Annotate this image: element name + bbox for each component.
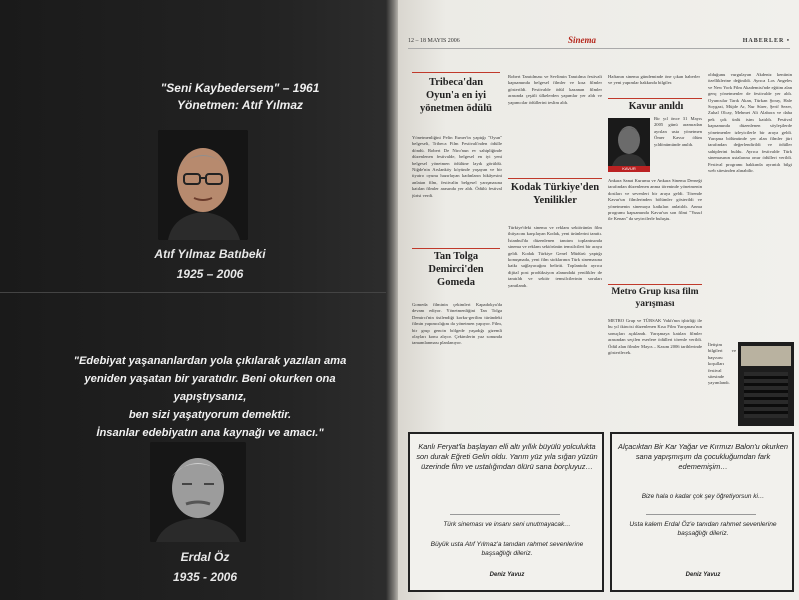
kavur-photo <box>608 118 650 166</box>
metro-body: METRO Grup ve TÜRSAK Vakfı'nın işbirliği ile bu yıl ikincisi düzenlenen Kısa Film Yarışması'nın sonuçları açıklandı. Yarışmaya katılan filmler arasından seçilen eserlere ödülleri törenle verildi. Ödül alan filmler Mayıs – Kasım 2006 tarihlerinde gösterilecek. <box>608 318 702 356</box>
erdal-oz-quote <box>50 352 370 442</box>
headline-rule <box>412 248 500 249</box>
film-director: Yönetmen: Atıf Yılmaz <box>176 98 304 112</box>
film-title-block <box>120 80 360 114</box>
divider <box>646 514 756 515</box>
quote-line: ben sizi yaşatıyorum demektir. <box>128 409 292 421</box>
column-c-intro: Haftanın sinema gündeminde öne çıkan haberler ve yeni yapımlar hakkında bilgiler. <box>608 74 700 86</box>
atif-yilmaz-portrait <box>158 130 248 240</box>
caption-years: 1925 – 2006 <box>176 267 244 281</box>
condolence-ad-atif-yilmaz <box>408 432 604 592</box>
ad-signature: Deniz Yavuz <box>685 572 721 578</box>
page-info: 12 – 18 MAYIS 2006 <box>408 38 460 44</box>
ad-text: Türk sineması ve insanı seni unutmayacak… <box>443 521 571 528</box>
ad-text: Alçacıktan Bir Kar Yağar ve Kırmızı Balon'u okurken sana yapışmışım da çocukluğumdan fark edememişim… <box>618 442 788 471</box>
ad-text: Kanlı Feryat'la başlayan elli altı yıllık büyülü yolculukta son durak Eğreti Gelin oldu. Yarım yüz yıla sığan yüzün üzerinde film ve ustalığından ölürü sana borçluyuz… <box>416 442 598 471</box>
headline-rule <box>412 72 500 73</box>
kavur-body-short: Bir yıl önce 31 Mayıs 2005 günü aramızdan ayrılan usta yönetmen Ömer Kavur ölüm yıldönümünde anıldı. <box>654 116 702 147</box>
magazine-logo: Sinema <box>568 35 597 45</box>
quote-line: yeniden yaşatan bir yaratıdır. Beni okurken ona yapıştıysanız, <box>84 373 336 403</box>
caption-name: Atıf Yılmaz Batıbeki <box>154 247 266 261</box>
column-d-body: olduğunu vurgulayan Akdeniz kentinin özelliklerine değinildi. Ayrıca Los Angeles ve New York Film Akademisi'nde eğitim alan genç yönetmenler de festivalde yer aldı. Oyuncular Tarık Akan, Türkan Şoray, Hale Soygazi, Müjde Ar, Nur Sürer, Şerif Sezer, Zuhal Olcay, Mehmet Ali Alabora ve daha pek çok ünlü isim katıldı. Festival kapsamında düzenlenen söyleşilerde yönetmenler izleyicilerle bir araya geldi. Yarışma bölümünde yer alan filmler jüri tarafından değerlendirildi ve ödüller sahiplerini buldu. Ayrıca festivalde Türk sinemasının ustalarına onur ödülleri verildi. Festival programı hakkında ayrıntılı bilgi web sitesinden alınabilir. <box>708 72 792 174</box>
film-strip-image <box>744 372 788 418</box>
caption-years: 1935 - 2006 <box>172 570 238 584</box>
tan-tolga-body: Gomeda filminin çekimleri Kapadokya'da devam ediyor. Yönetmenliğini Tan Tolga Demirci'nin üstlendiği korku-gerilim türündeki filmin yapımcılığını da yönetmen yapıyor. Film, bir grup gencin bölgede yaşadığı gizemli olayları konu alıyor. Çekimlerin yaz sonunda tamamlanması planlanıyor. <box>412 302 502 346</box>
ad-image <box>741 346 791 366</box>
page-header <box>408 36 790 49</box>
column-b-intro: Robert Tanıtılması ve Sevlimin Tanıtılma festivali kapsamında belgesel filmler ve kısa filmler gösterildi. Festivalde ödül kazanan filmler arasında çeşitli ülkelerden yapımlar yer aldı ve yapımcılar ödüllerini teslim aldı. <box>508 74 602 105</box>
ad-text: Usta kalem Erdal Öz'e tanıdan rahmet sevenlerine başsağlığı dileriz. <box>629 521 777 537</box>
right-page <box>398 0 799 600</box>
divider <box>450 514 560 515</box>
kodak-body: Türkiye'deki sinema ve reklam sektörünün film ihtiyacını karşılayan Kodak, yeni ürünlerini tanıttı. İstanbul'da düzenlenen tanıtım toplantısında sinema ve reklam sektörünün temsilcileri bir araya geldi. Kodak Türkiye Genel Müdürü yaptığı konuşmada, yeni film stoklarının Türk sinemasına katkı sağlayacağını belirtti. Toplantıda ayrıca dijital post prodüksiyon alanındaki yenilikler de tanıtıldı ve sektör temsilcilerinin soruları yanıtlandı. <box>508 225 602 288</box>
erdal-oz-portrait <box>150 442 246 542</box>
quote-line: İnsanlar edebiyatın ana kaynağı ve amacı." <box>96 427 324 439</box>
film-title: "Seni Kaybedersem" – 1961 <box>160 81 320 95</box>
erdal-oz-caption <box>115 547 295 587</box>
film-strip-ad <box>738 342 794 426</box>
ad-text: Büyük usta Atıf Yılmaz'a tanıdan rahmet sevenlerine başsağlığı dileriz. <box>430 541 584 557</box>
headline-rule <box>508 178 602 179</box>
headline-rule <box>608 284 702 285</box>
kodak-headline: Kodak Türkiye'den Yenilikler <box>510 182 600 206</box>
caption-name: Erdal Öz <box>180 550 230 564</box>
quote-line: "Edebiyat yaşananlardan yola çıkılarak yazılan ama <box>73 355 347 367</box>
atif-yilmaz-caption <box>120 244 300 284</box>
column-d-footer: İletişim bilgileri ve başvuru koşulları festival sitesinde yayımlandı. <box>708 342 736 386</box>
divider <box>0 292 392 293</box>
tribeca-headline: Tribeca'dan Oyun'a en iyi yönetmen ödülü <box>419 77 493 114</box>
kavur-body: Ankara Sanat Kurumu ve Ankara Sinema Derneği tarafından düzenlenen anma töreninde yönetmenin dostları ve sevenleri bir araya geldi. Törende Kavur'un filmlerinden bölümler gösterildi ve yönetmenin sinemaya katkıları anlatıldı. Anma programı kapsamında Kavur'un son filmi "Yusuf ile Kenan" da seyircilerle buluştu. <box>608 178 702 222</box>
kavur-headline: Kavur anıldı <box>628 101 684 112</box>
metro-headline: Metro Grup kısa film yarışması <box>611 287 699 309</box>
ad-signature: Deniz Yavuz <box>489 572 525 578</box>
ad-text: Bize hala o kadar çok şey öğretiyorsun ki… <box>641 493 765 500</box>
section-label: HABERLER • <box>742 38 790 44</box>
left-page <box>0 0 392 600</box>
kavur-photo-tag: KAVUR <box>608 166 650 172</box>
tan-tolga-headline: Tan Tolga Demirci'den Gomeda <box>428 251 484 288</box>
condolence-ad-erdal-oz <box>610 432 794 592</box>
headline-rule <box>608 98 702 99</box>
tribeca-body: Yönetmenliğini Pelin Esmer'in yaptığı "Oyun" belgeseli, Tribeca Film Festivali'nden ödülle döndü. Robert De Niro'nun ev sahipliğinde düzenlenen festivalde, belgesel en iyi yeni belgesel yönetmen ödülüne layık görüldü. Niğde'nin Arslanköy köyünde yaşayan ve bir tiyatro oyunu hazırlayan kadınların hikâyesini anlatan film, festivalin belgesel yarışmasına katılan filmler arasında yer aldı. Ödülü festival jürisi verdi. <box>412 135 502 198</box>
